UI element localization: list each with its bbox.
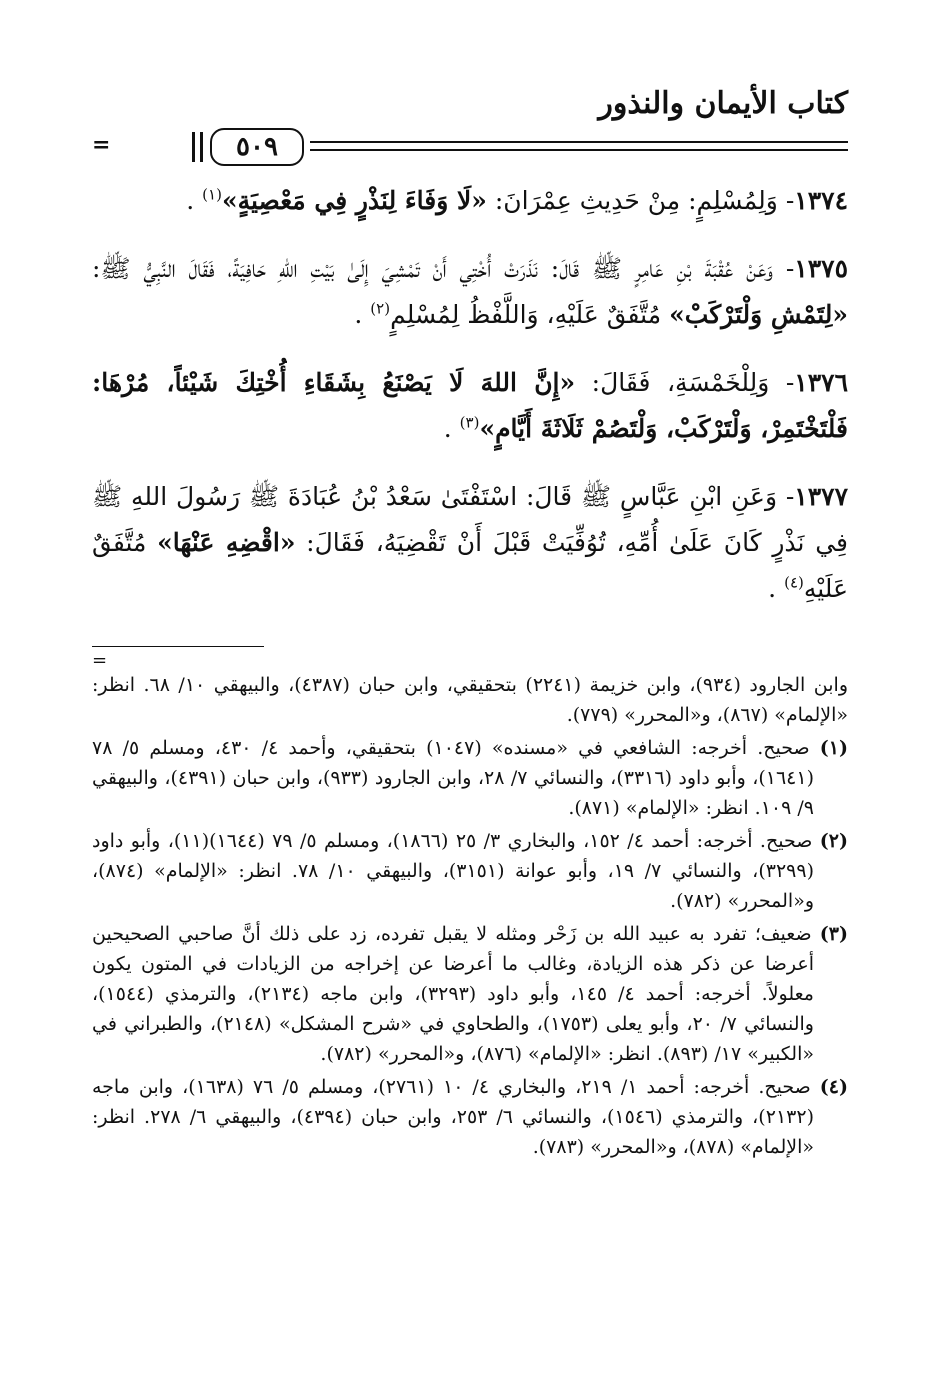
footnote-ref[interactable]: (٣) xyxy=(459,413,480,432)
hadith-tail: مُتَّفَقٌ عَلَيْهِ، وَاللَّفْظُ لِمُسْلِمٍ xyxy=(390,300,670,329)
running-title: كتاب الأيمان والنذور xyxy=(598,86,848,121)
hadith-intro: - وَعَنْ عُقْبَةَ بْنِ عَامِرٍ ﷺ قَالَ: نَذَرَتْ أُخْتِي أَنْ تَمْشِيَ إِلَىٰ بَيْتِ اللهِ حَافِيَةً، فَقَالَ النَّبِيُّ ﷺ: xyxy=(92,254,795,283)
rule-line xyxy=(310,149,848,151)
hadith-end: . xyxy=(768,574,785,603)
footnote-text: صحيح. أخرجه: الشافعي في «مسنده» (١٠٤٧) بتحقيقي، وأحمد ٤/ ٤٣٠، ومسلم ٥/ ٧٨ (١٦٤١)، وأبو داود (٣٣١٦)، والنسائي ٧/ ٢٨، وابن الجارود (٩٣٣)، وابن حبان (٤٣٩١)، والبيهقي ٩/ ١٠٩. انظر: «الإلمام» (٨٧١). xyxy=(92,737,814,819)
footnote-4 xyxy=(92,1072,848,1162)
hadith-intro: - وَعَنِ ابْنِ عَبَّاسٍ ﷺ قَالَ: اسْتَفْتَىٰ سَعْدُ بْنُ عُبَادَةَ ﷺ رَسُولَ اللهِ ﷺ فِي نَذْرٍ كَانَ عَلَىٰ أُمِّهِ، تُوُفِّيَتْ قَبْلَ أَنْ تَقْضِيَهُ، فَقَالَ: xyxy=(92,482,848,557)
hadith-intro: - وَلِلْخَمْسَةِ، فَقَالَ: xyxy=(575,368,795,397)
footnote-3 xyxy=(92,919,848,1069)
hadith-intro: - وَلِمُسْلِمٍ: مِنْ حَدِيثِ عِمْرَانَ: xyxy=(486,186,795,215)
rule-bar xyxy=(192,132,195,162)
footnotes xyxy=(92,670,848,1165)
page-number: ٥٠٩ xyxy=(210,128,304,166)
hadith-1376 xyxy=(92,360,848,452)
footnote-2 xyxy=(92,826,848,916)
hadith-1374 xyxy=(92,178,848,224)
hadith-1375 xyxy=(92,246,848,338)
hadith-end: . xyxy=(354,300,371,329)
footnote-continuation-mark: = xyxy=(92,650,108,671)
hadith-1377 xyxy=(92,474,848,612)
footnote-ref[interactable]: (١) xyxy=(202,185,222,204)
hadith-quote: «إِنَّ اللهَ لَا يَصْنَعُ بِشَقَاءِ أُخْتِكَ شَيْئاً، مُرْهَا: فَلْتَخْتَمِرْ، وَلْتَرْكَبْ، وَلْتَصُمْ ثَلَاثَةَ أَيَّامٍ» xyxy=(92,368,848,443)
hadith-number: ١٣٧٥ xyxy=(794,254,848,283)
footnote-text: صحيح. أخرجه: أحمد ٤/ ١٥٢، والبخاري ٣/ ٢٥ (١٨٦٦)، ومسلم ٥/ ٧٩ (١٦٤٤)(١١)، وأبو داود (٣٢٩٩)، والنسائي ٧/ ١٩، وأبو عوانة (٣١٥١)، والبيهقي ١٠/ ٧٨. انظر: «الإلمام» (٨٧٤)، و«المحرر» (٧٨٢). xyxy=(92,830,814,912)
hadith-tail: مُتَّفَقٌ عَلَيْهِ xyxy=(92,528,848,603)
footnote-separator xyxy=(92,646,264,647)
footnote-continuation: وابن الجارود (٩٣٤)، وابن خزيمة (٢٢٤١) بتحقيقي، وابن حبان (٤٣٨٧)، والبيهقي ١٠/ ٦٨. انظر: «الإلمام» (٨٦٧)، و«المحرر» (٧٧٩). xyxy=(92,674,848,726)
hadith-number: ١٣٧٤ xyxy=(794,186,848,215)
footnote-label: (١) xyxy=(819,737,848,759)
hadith-number: ١٣٧٧ xyxy=(794,482,848,511)
hadith-tail: . xyxy=(443,414,460,443)
header-rule xyxy=(92,128,848,168)
rule-mark: = xyxy=(92,132,111,158)
footnote-text: صحيح. أخرجه: أحمد ١/ ٢١٩، والبخاري ٤/ ١٠ (٢٧٦١)، ومسلم ٥/ ٧٦ (١٦٣٨)، وابن ماجه (٢١٣٢)، والترمذي (١٥٤٦)، والنسائي ٦/ ٢٥٣، وابن حبان (٤٣٩٤)، والبيهقي ٦/ ٢٧٨. انظر: «الإلمام» (٨٧٨)، و«المحرر» (٧٨٣). xyxy=(92,1076,814,1158)
hadith-number: ١٣٧٦ xyxy=(794,368,848,397)
footnote-ref[interactable]: (٤) xyxy=(784,573,804,592)
footnote-label: (٤) xyxy=(819,1076,848,1098)
hadith-quote: «لِتَمْشِ وَلْتَرْكَبْ» xyxy=(669,300,848,329)
hadith-tail: . xyxy=(186,186,203,215)
rule-line xyxy=(310,141,848,143)
footnote-label: (٢) xyxy=(819,830,848,852)
footnote-ref[interactable]: (٢) xyxy=(370,299,391,318)
hadith-list xyxy=(92,178,848,634)
rule-bar xyxy=(200,132,203,162)
hadith-quote: «لَا وَفَاءَ لِنَذْرٍ فِي مَعْصِيَةٍ» xyxy=(221,186,487,215)
hadith-quote: «اقْضِهِ عَنْهَا» xyxy=(157,528,296,557)
footnote-text: ضعيف؛ تفرد به عبيد الله بن زَحْر ومثله لا يقبل تفرده، زد على ذلك أنَّ صاحبي الصحيحين أعرضا عن ذكر هذه الزيادة، وغالب ما أعرضا عن إخراجه من الزيادات في المتون يكون معلولاً. أخرجه: أحمد ٤/ ١٤٥، وأبو داود (٣٢٩٣)، وابن ماجه (٢١٣٤)، والترمذي (١٥٤٤)، والنسائي ٧/ ٢٠، وأبو يعلى (١٧٥٣)، والطحاوي في «شرح المشكل» (٢١٤٨)، والطبراني في «الكبير» ١٧/ (٨٩٣). انظر: «الإلمام» (٨٧٦)، و«المحرر» (٧٨٢). xyxy=(92,923,814,1065)
footnote-1 xyxy=(92,733,848,823)
footnote-label: (٣) xyxy=(819,923,848,945)
